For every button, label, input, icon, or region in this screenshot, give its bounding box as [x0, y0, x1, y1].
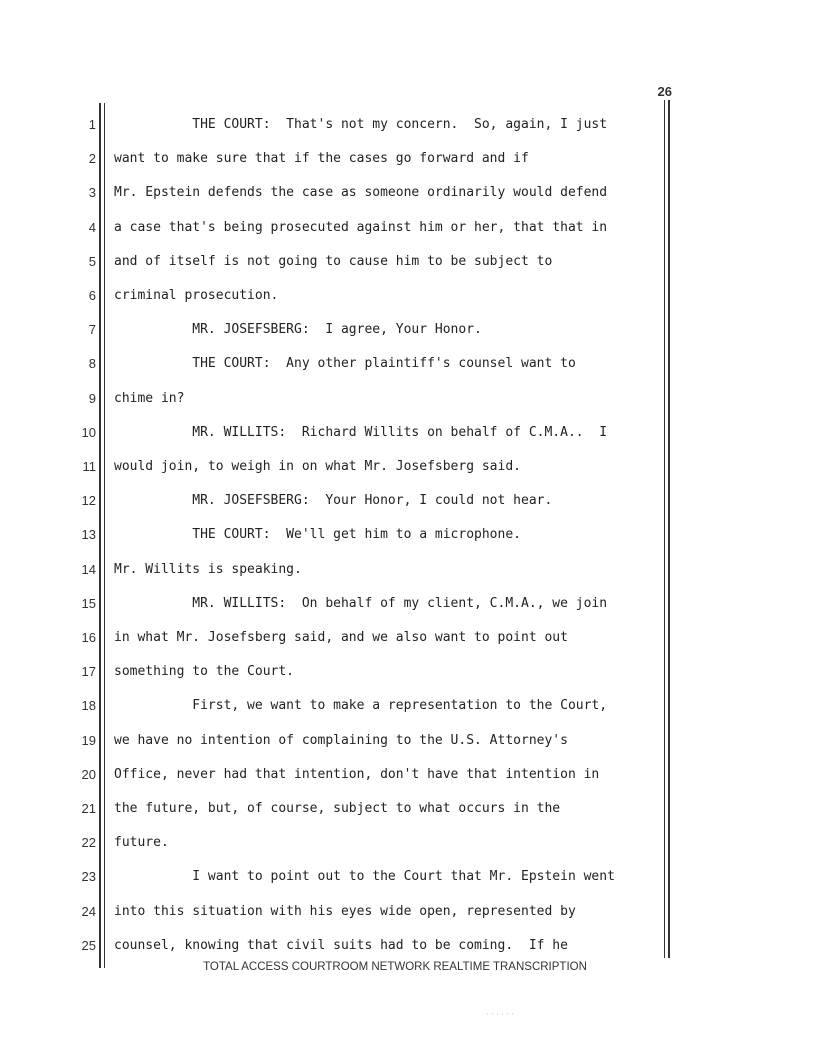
- transcript-line-text: criminal prosecution.: [114, 288, 279, 303]
- right-margin-rule-inner: [668, 100, 670, 958]
- transcript-line-text: MR. WILLITS: Richard Willits on behalf of C.M.A.. I: [114, 425, 608, 440]
- line-number: 15: [81, 596, 96, 611]
- transcript-line-text: something to the Court.: [114, 664, 295, 679]
- transcript-line-text: MR. WILLITS: On behalf of my client, C.M.A., we join: [114, 596, 608, 611]
- line-number: 11: [82, 459, 96, 474]
- transcript-line-text: counsel, knowing that civil suits had to be coming. If he: [114, 938, 568, 953]
- transcript-line-text: MR. JOSEFSBERG: I agree, Your Honor.: [114, 322, 482, 337]
- left-margin-rule-inner: [104, 103, 105, 968]
- transcript-line-text: into this situation with his eyes wide open, represented by: [114, 904, 576, 919]
- line-number: 22: [81, 835, 96, 850]
- transcript-line-text: in what Mr. Josefsberg said, and we also want to point out: [114, 630, 568, 645]
- line-number: 6: [88, 288, 96, 303]
- line-number: 13: [81, 527, 96, 542]
- transcript-line-text: Mr. Willits is speaking.: [114, 562, 302, 577]
- transcript-line-text: the future, but, of course, subject to what occurs in the: [114, 801, 561, 816]
- line-number: 23: [81, 869, 96, 884]
- transcript-line-text: Office, never had that intention, don't have that intention in: [114, 767, 600, 782]
- line-number: 19: [81, 733, 96, 748]
- line-number: 5: [88, 254, 96, 269]
- line-number: 7: [88, 322, 96, 337]
- transcript-line-text: future.: [114, 835, 169, 850]
- line-number: 18: [81, 698, 96, 713]
- line-number: 25: [81, 938, 96, 953]
- line-number: 14: [81, 562, 96, 577]
- left-margin-rule: [99, 103, 101, 968]
- transcript-line-text: MR. JOSEFSBERG: Your Honor, I could not hear.: [114, 493, 553, 508]
- transcript-line-text: would join, to weigh in on what Mr. Josefsberg said.: [114, 459, 521, 474]
- scan-noise: · · · · · ·: [486, 1010, 514, 1019]
- line-number: 24: [81, 904, 96, 919]
- transcript-line-text: we have no intention of complaining to the U.S. Attorney's: [114, 733, 568, 748]
- line-number: 2: [88, 151, 96, 166]
- right-margin-rule: [664, 100, 665, 958]
- transcript-line-text: chime in?: [114, 391, 185, 406]
- transcript-line-text: THE COURT: That's not my concern. So, again, I just: [114, 117, 608, 132]
- transcript-line-text: want to make sure that if the cases go forward and if: [114, 151, 529, 166]
- line-number: 3: [88, 185, 96, 200]
- line-number: 1: [88, 117, 96, 132]
- line-number: 16: [81, 630, 96, 645]
- transcript-line-text: a case that's being prosecuted against him or her, that that in: [114, 220, 608, 235]
- line-number: 8: [88, 356, 96, 371]
- line-number: 9: [88, 391, 96, 406]
- line-number: 21: [81, 801, 96, 816]
- line-number: 12: [81, 493, 96, 508]
- transcript-line-text: and of itself is not going to cause him to be subject to: [114, 254, 553, 269]
- transcript-line-text: First, we want to make a representation to the Court,: [114, 698, 608, 713]
- page-footer: TOTAL ACCESS COURTROOM NETWORK REALTIME TRANSCRIPTION: [203, 961, 587, 973]
- transcript-line-text: I want to point out to the Court that Mr. Epstein went: [114, 869, 615, 884]
- page-number: 26: [657, 84, 672, 99]
- line-number: 20: [81, 767, 96, 782]
- transcript-line-text: THE COURT: We'll get him to a microphone.: [114, 527, 521, 542]
- line-number: 17: [81, 664, 96, 679]
- line-number: 4: [88, 220, 96, 235]
- line-number: 10: [81, 425, 96, 440]
- transcript-line-text: Mr. Epstein defends the case as someone ordinarily would defend: [114, 185, 608, 200]
- transcript-line-text: THE COURT: Any other plaintiff's counsel want to: [114, 356, 576, 371]
